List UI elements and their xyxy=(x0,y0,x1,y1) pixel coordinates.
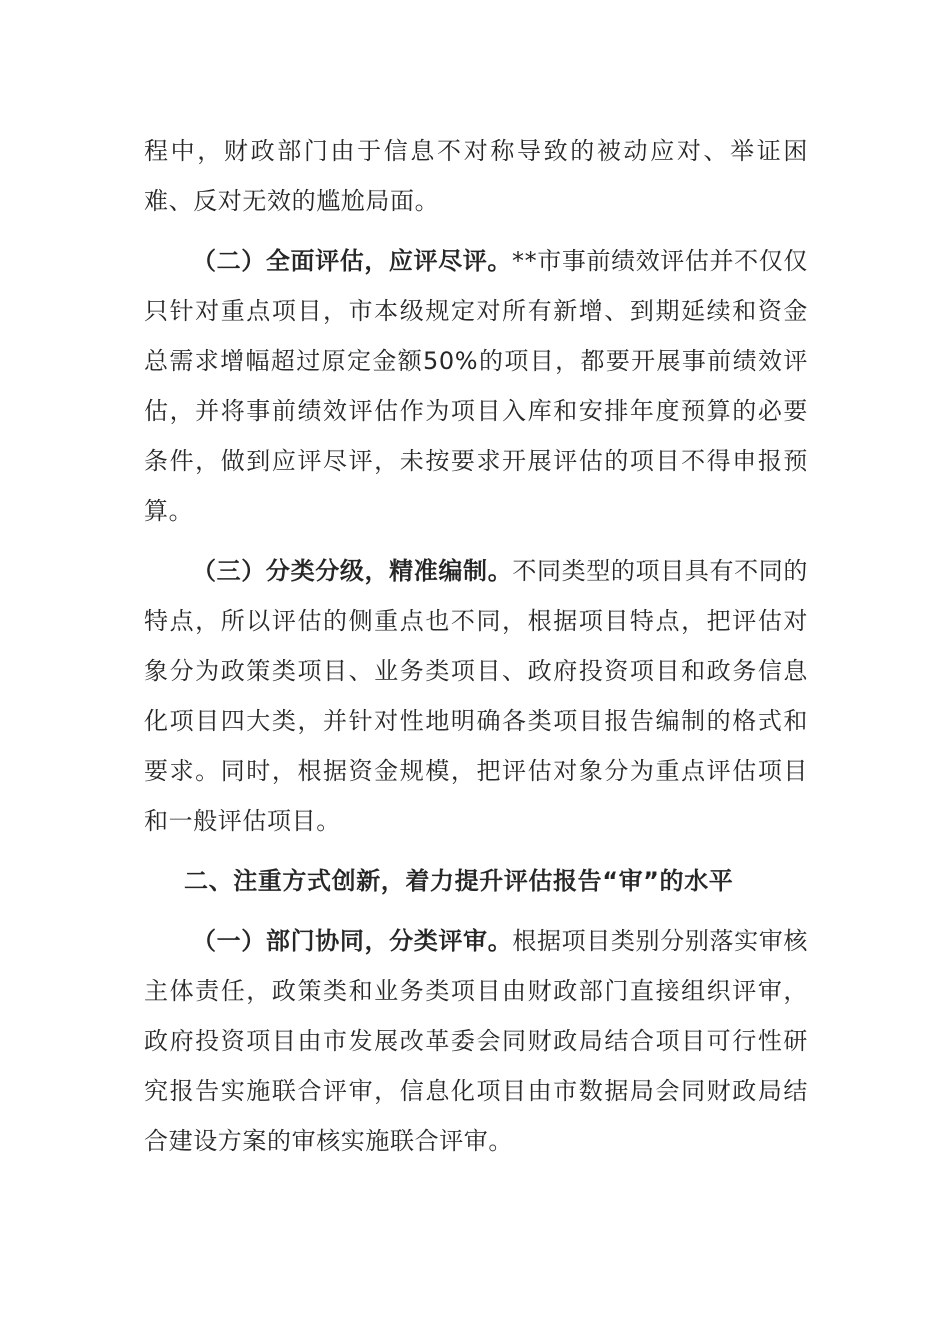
paragraph-lead: （三）分类分级，精准编制。 xyxy=(192,557,513,585)
document-page xyxy=(144,126,808,1176)
paragraph-lead: （一）部门协同，分类评审。 xyxy=(192,927,513,955)
paragraph-body: 不同类型的项目具有不同的特点，所以评估的侧重点也不同，根据项目特点，把评估对象分为政策类项目、业务类项目、政府投资项目和政务信息化项目四大类，并针对性地明确各类项目报告编制的格式和要求。同时，根据资金规模，把评估对象分为重点评估项目和一般评估项目。 xyxy=(144,557,808,835)
paragraph-lead: （二）全面评估，应评尽评。 xyxy=(192,247,513,275)
section-heading: 二、注重方式创新，着力提升评估报告“审”的水平 xyxy=(184,867,734,895)
paragraph-continuation xyxy=(144,126,808,226)
paragraph-body: 程中，财政部门由于信息不对称导致的被动应对、举证困难、反对无效的尴尬局面。 xyxy=(144,137,808,215)
paragraph-body: **市事前绩效评估并不仅仅只针对重点项目，市本级规定对所有新增、到期延续和资金总需求增幅超过原定金额50%的项目，都要开展事前绩效评估，并将事前绩效评估作为项目入库和安排年度预算的必要条件，做到应评尽评，未按要求开展评估的项目不得申报预算。 xyxy=(144,247,808,525)
paragraph-classification xyxy=(144,546,808,846)
paragraph-body: 根据项目类别分别落实审核主体责任，政策类和业务类项目由财政部门直接组织评审，政府投资项目由市发展改革委会同财政局结合项目可行性研究报告实施联合评审，信息化项目由市数据局会同财政局结合建设方案的审核实施联合评审。 xyxy=(144,927,808,1155)
paragraph-comprehensive-evaluation xyxy=(144,236,808,536)
paragraph-department-review xyxy=(144,916,808,1166)
